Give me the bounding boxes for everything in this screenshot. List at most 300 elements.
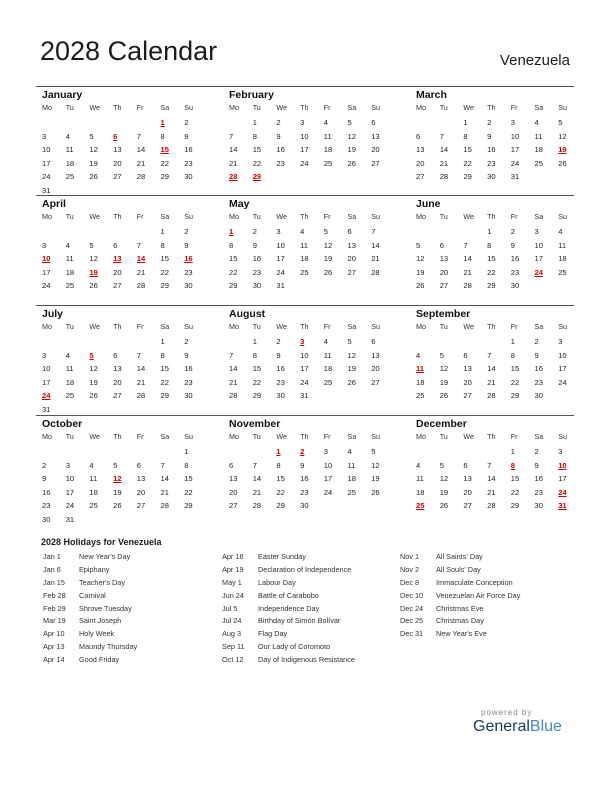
day-cell: 31 (42, 186, 51, 195)
weekday-header: Mo (416, 322, 426, 331)
day-cell: 17 (42, 158, 51, 168)
day-cell: 19 (439, 487, 449, 497)
day-cell: 26 (439, 391, 449, 401)
day-cell: 18 (65, 377, 75, 387)
day-cell: 2 (184, 337, 189, 346)
day-cell: 25 (323, 377, 333, 387)
day-cell: 16 (184, 145, 193, 155)
day-cell: 21 (463, 267, 472, 277)
day-cell: 22 (510, 377, 520, 387)
day-cell: 30 (42, 515, 51, 524)
day-cell: 30 (184, 391, 193, 401)
day-cell: 11 (347, 460, 356, 470)
day-cell: 14 (371, 240, 380, 250)
day-cell: 2 (252, 227, 257, 236)
day-cell: 29 (463, 172, 472, 182)
day-cell: 5 (558, 118, 563, 127)
day-cell: 20 (439, 267, 449, 277)
holiday-date: Aug 3 (222, 629, 242, 639)
day-cell: 6 (463, 350, 468, 360)
holiday-day-cell: 11 (416, 364, 425, 374)
day-cell: 10 (42, 145, 51, 155)
day-cell: 14 (487, 474, 496, 484)
holiday-day-cell: 3 (300, 337, 305, 346)
day-cell: 24 (323, 487, 333, 497)
day-cell: 29 (229, 281, 238, 291)
holiday-day-cell: 28 (229, 172, 238, 182)
day-cell: 31 (42, 405, 51, 414)
weekday-header: Fr (510, 322, 518, 331)
day-cell: 6 (347, 227, 352, 236)
day-cell: 26 (558, 158, 567, 168)
day-cell: 12 (439, 474, 449, 484)
day-cell: 3 (323, 447, 329, 456)
weekday-header: Sa (347, 432, 357, 441)
weekday-header: Su (371, 103, 380, 112)
day-cell: 2 (184, 118, 189, 127)
day-cell: 11 (65, 254, 74, 264)
weekday-header: Fr (136, 212, 144, 221)
section-divider (36, 86, 574, 87)
day-cell: 2 (510, 227, 516, 236)
holiday-date: Dec 10 (400, 590, 424, 600)
day-cell: 19 (371, 474, 380, 484)
day-cell: 29 (160, 281, 169, 291)
day-cell: 15 (252, 145, 262, 155)
month-name: March (416, 89, 447, 101)
page-title: 2028 Calendar (40, 36, 218, 66)
day-cell: 20 (113, 377, 122, 387)
weekday-header: Tu (252, 212, 261, 221)
day-cell: 21 (136, 267, 146, 277)
weekday-header: Su (184, 432, 193, 441)
day-cell: 9 (534, 350, 539, 360)
weekday-header: Th (487, 432, 496, 441)
day-cell: 2 (42, 460, 47, 470)
day-cell: 26 (347, 377, 356, 387)
day-cell: 23 (184, 158, 193, 168)
day-cell: 3 (42, 240, 47, 250)
day-cell: 12 (439, 364, 449, 374)
day-cell: 15 (510, 474, 520, 484)
holiday-name: Saint Joseph (79, 616, 122, 626)
day-cell: 11 (89, 474, 98, 484)
weekday-header: Sa (534, 432, 544, 441)
holiday-name: Declaration of Independence (258, 564, 352, 574)
day-cell: 18 (416, 377, 425, 387)
weekday-header: We (463, 103, 475, 112)
day-cell: 28 (136, 172, 146, 182)
day-cell: 14 (229, 145, 238, 155)
weekday-header: Su (371, 322, 380, 331)
holiday-date: Dec 25 (400, 616, 424, 626)
day-cell: 8 (487, 240, 492, 250)
day-cell: 31 (276, 281, 285, 291)
day-cell: 4 (323, 118, 329, 127)
day-cell: 14 (439, 145, 449, 155)
day-cell: 29 (160, 172, 169, 182)
weekday-header: Su (558, 322, 567, 331)
day-cell: 19 (89, 377, 98, 387)
day-cell: 13 (371, 350, 380, 360)
weekday-header: Mo (229, 212, 239, 221)
generalblue-logo[interactable] (473, 708, 573, 736)
weekday-header: We (89, 212, 101, 221)
day-cell: 4 (65, 240, 70, 250)
weekday-header: Tu (439, 322, 448, 331)
day-cell: 7 (252, 460, 257, 470)
day-cell: 25 (65, 172, 75, 182)
day-cell: 22 (160, 158, 169, 168)
day-cell: 1 (487, 227, 492, 236)
weekday-header: Mo (229, 322, 239, 331)
day-cell: 6 (113, 350, 118, 360)
day-cell: 14 (463, 254, 472, 264)
holiday-name: Flag Day (258, 629, 288, 639)
day-cell: 20 (371, 364, 380, 374)
day-cell: 19 (323, 254, 333, 264)
day-cell: 24 (300, 377, 309, 387)
month-name: November (229, 418, 281, 430)
day-cell: 17 (65, 487, 75, 497)
weekday-header: We (276, 322, 288, 331)
day-cell: 12 (371, 460, 380, 470)
day-cell: 31 (510, 172, 520, 182)
weekday-header: Fr (323, 103, 331, 112)
day-cell: 3 (42, 131, 47, 141)
day-cell: 11 (558, 240, 567, 250)
day-cell: 17 (300, 145, 309, 155)
holiday-date: Nov 1 (400, 552, 420, 561)
day-cell: 2 (487, 118, 492, 127)
day-cell: 15 (184, 474, 193, 484)
weekday-header: Fr (136, 103, 144, 112)
day-cell: 4 (89, 460, 94, 470)
day-cell: 29 (510, 391, 520, 401)
day-cell: 16 (184, 364, 193, 374)
day-cell: 21 (160, 487, 169, 497)
holiday-date: Mar 19 (43, 616, 66, 626)
holiday-date: Jan 6 (43, 564, 61, 574)
holiday-date: May 1 (222, 577, 242, 587)
day-cell: 17 (558, 474, 567, 484)
day-cell: 3 (65, 460, 70, 470)
day-cell: 16 (276, 145, 285, 155)
weekday-header: Tu (65, 322, 74, 331)
day-cell: 27 (463, 501, 472, 511)
weekday-header: Su (558, 432, 567, 441)
day-cell: 10 (510, 131, 520, 141)
day-cell: 27 (371, 158, 380, 168)
holiday-date: Oct 12 (222, 655, 244, 665)
day-cell: 17 (558, 364, 567, 374)
day-cell: 9 (276, 350, 281, 360)
day-cell: 9 (510, 240, 516, 250)
day-cell: 5 (347, 118, 352, 127)
day-cell: 29 (252, 391, 262, 401)
day-cell: 15 (487, 254, 496, 264)
weekday-header: We (463, 322, 475, 331)
day-cell: 18 (300, 254, 309, 264)
day-cell: 23 (534, 377, 543, 387)
weekday-header: Tu (439, 103, 448, 112)
weekday-header: Mo (416, 103, 426, 112)
day-cell: 15 (160, 364, 169, 374)
day-cell: 22 (463, 158, 472, 168)
weekday-header: Su (558, 103, 567, 112)
weekday-header: Tu (252, 322, 261, 331)
holiday-date: Jul 5 (222, 603, 238, 613)
day-cell: 18 (65, 158, 75, 168)
day-cell: 23 (300, 487, 309, 497)
day-cell: 6 (439, 240, 444, 250)
day-cell: 8 (160, 131, 165, 141)
day-cell: 20 (229, 487, 238, 497)
holiday-day-cell: 24 (558, 487, 567, 497)
holiday-day-cell: 2 (300, 447, 305, 456)
holiday-name: All Souls' Day (436, 564, 481, 574)
day-cell: 4 (65, 350, 70, 360)
day-cell: 24 (558, 377, 567, 387)
day-cell: 10 (300, 350, 309, 360)
day-cell: 9 (252, 240, 257, 250)
day-cell: 27 (416, 172, 425, 182)
day-cell: 23 (184, 377, 193, 387)
day-cell: 16 (534, 474, 543, 484)
day-cell: 6 (416, 131, 421, 141)
day-cell: 11 (416, 474, 424, 484)
holiday-date: Jul 24 (222, 616, 242, 626)
day-cell: 28 (463, 281, 472, 291)
day-cell: 6 (371, 118, 376, 127)
holidays-heading: 2028 Holidays for Venezuela (41, 537, 162, 547)
day-cell: 12 (323, 240, 333, 250)
holiday-day-cell: 6 (113, 131, 118, 141)
day-cell: 10 (65, 474, 75, 484)
weekday-header: Mo (42, 103, 52, 112)
month-name: April (42, 198, 66, 210)
day-cell: 28 (136, 391, 146, 401)
day-cell: 22 (276, 487, 285, 497)
day-cell: 13 (439, 254, 449, 264)
weekday-header: Fr (510, 212, 518, 221)
day-cell: 28 (371, 267, 380, 277)
day-cell: 9 (300, 460, 305, 470)
holiday-date: Apr 14 (43, 655, 65, 665)
day-cell: 24 (65, 501, 75, 511)
day-cell: 21 (136, 377, 146, 387)
holiday-name: Maundy Thursday (79, 642, 138, 652)
day-cell: 25 (534, 158, 543, 168)
holiday-date: Jan 1 (43, 552, 61, 561)
month-name: August (229, 308, 266, 320)
day-cell: 7 (487, 460, 492, 470)
day-cell: 14 (229, 364, 238, 374)
weekday-header: Sa (160, 103, 170, 112)
weekday-header: Th (113, 103, 122, 112)
day-cell: 24 (276, 267, 285, 277)
day-cell: 19 (89, 158, 98, 168)
section-divider (36, 415, 574, 416)
day-cell: 6 (371, 337, 376, 346)
holiday-name: Epiphany (79, 564, 110, 574)
day-cell: 13 (347, 240, 356, 250)
day-cell: 26 (347, 158, 356, 168)
day-cell: 22 (160, 267, 169, 277)
day-cell: 24 (42, 281, 51, 291)
day-cell: 27 (229, 501, 238, 511)
day-cell: 22 (252, 158, 262, 168)
holiday-name: Teacher's Day (79, 577, 126, 587)
day-cell: 2 (534, 447, 539, 456)
day-cell: 29 (160, 391, 169, 401)
day-cell: 5 (89, 240, 94, 250)
day-cell: 20 (113, 267, 122, 277)
day-cell: 27 (371, 377, 380, 387)
day-cell: 25 (347, 487, 356, 497)
weekday-header: Fr (510, 103, 518, 112)
day-cell: 13 (463, 474, 472, 484)
holiday-day-cell: 24 (42, 391, 51, 401)
holiday-date: Jun 24 (222, 590, 244, 600)
day-cell: 24 (300, 158, 309, 168)
holiday-day-cell: 13 (113, 254, 122, 264)
day-cell: 4 (300, 227, 305, 236)
day-cell: 12 (89, 254, 98, 264)
day-cell: 16 (487, 145, 496, 155)
holiday-name: Venezuelan Air Force Day (436, 590, 521, 600)
day-cell: 26 (89, 281, 98, 291)
month-name: October (42, 418, 83, 430)
day-cell: 25 (300, 267, 309, 277)
day-cell: 27 (113, 391, 122, 401)
day-cell: 21 (229, 377, 238, 387)
weekday-header: Tu (439, 432, 448, 441)
day-cell: 25 (65, 281, 75, 291)
day-cell: 1 (252, 337, 257, 346)
holiday-name: Immaculate Conception (436, 577, 513, 587)
day-cell: 9 (184, 240, 189, 250)
month-name: February (229, 89, 274, 101)
day-cell: 15 (252, 364, 262, 374)
day-cell: 29 (487, 281, 496, 291)
day-cell: 5 (416, 240, 421, 250)
day-cell: 3 (534, 227, 539, 236)
day-cell: 27 (136, 501, 146, 511)
weekday-header: Tu (65, 212, 74, 221)
day-cell: 12 (347, 350, 356, 360)
day-cell: 22 (252, 377, 262, 387)
holiday-name: Good Friday (79, 655, 120, 665)
holiday-day-cell: 5 (89, 350, 94, 360)
day-cell: 15 (276, 474, 285, 484)
day-cell: 3 (558, 447, 563, 456)
weekday-header: Th (113, 212, 122, 221)
holiday-date: Apr 19 (222, 564, 244, 574)
holiday-day-cell: 1 (276, 447, 281, 456)
day-cell: 17 (276, 254, 285, 264)
day-cell: 26 (113, 501, 122, 511)
day-cell: 17 (42, 377, 51, 387)
day-cell: 28 (136, 281, 146, 291)
day-cell: 1 (510, 337, 516, 346)
day-cell: 30 (534, 501, 543, 511)
day-cell: 14 (487, 364, 496, 374)
day-cell: 18 (89, 487, 98, 497)
day-cell: 13 (229, 474, 238, 484)
day-cell: 15 (510, 364, 520, 374)
holiday-day-cell: 19 (89, 267, 98, 277)
weekday-header: Sa (160, 212, 170, 221)
day-cell: 30 (252, 281, 262, 291)
weekday-header: We (89, 103, 101, 112)
day-cell: 15 (160, 254, 169, 264)
day-cell: 23 (42, 501, 51, 511)
weekday-header: We (463, 212, 475, 221)
day-cell: 4 (323, 337, 329, 346)
day-cell: 27 (113, 172, 122, 182)
holiday-day-cell: 12 (113, 474, 122, 484)
day-cell: 7 (371, 227, 376, 236)
holiday-name: Birthday of Simón Bolívar (258, 616, 341, 626)
day-cell: 14 (136, 145, 146, 155)
weekday-header: Sa (347, 212, 357, 221)
day-cell: 16 (276, 364, 285, 374)
weekday-header: We (463, 432, 475, 441)
day-cell: 20 (416, 158, 425, 168)
day-cell: 30 (184, 172, 193, 182)
day-cell: 7 (487, 350, 492, 360)
day-cell: 30 (510, 281, 520, 291)
day-cell: 26 (89, 391, 98, 401)
day-cell: 25 (323, 158, 333, 168)
day-cell: 20 (463, 377, 472, 387)
holiday-name: Labour Day (258, 577, 296, 587)
holiday-name: New Year's Day (79, 552, 131, 561)
day-cell: 9 (487, 131, 492, 141)
day-cell: 7 (463, 240, 468, 250)
day-cell: 17 (42, 267, 51, 277)
day-cell: 5 (89, 131, 94, 141)
day-cell: 25 (558, 267, 567, 277)
day-cell: 24 (510, 158, 520, 168)
day-cell: 18 (558, 254, 567, 264)
day-cell: 11 (323, 350, 332, 360)
day-cell: 3 (558, 337, 563, 346)
month-name: December (416, 418, 467, 430)
day-cell: 2 (276, 337, 281, 346)
day-cell: 3 (42, 350, 47, 360)
day-cell: 9 (184, 131, 189, 141)
weekday-header: Th (300, 432, 309, 441)
month-name: May (229, 198, 250, 210)
day-cell: 22 (184, 487, 193, 497)
day-cell: 5 (371, 447, 376, 456)
day-cell: 5 (113, 460, 118, 470)
weekday-header: Sa (534, 322, 544, 331)
weekday-header: Sa (534, 212, 544, 221)
day-cell: 31 (300, 391, 309, 401)
day-cell: 22 (487, 267, 496, 277)
holiday-name: Carnival (79, 590, 106, 600)
day-cell: 8 (160, 240, 165, 250)
day-cell: 25 (89, 501, 98, 511)
day-cell: 27 (113, 281, 122, 291)
day-cell: 12 (347, 131, 356, 141)
day-cell: 12 (416, 254, 425, 264)
holiday-day-cell: 8 (510, 460, 516, 470)
month-name: July (42, 308, 64, 320)
